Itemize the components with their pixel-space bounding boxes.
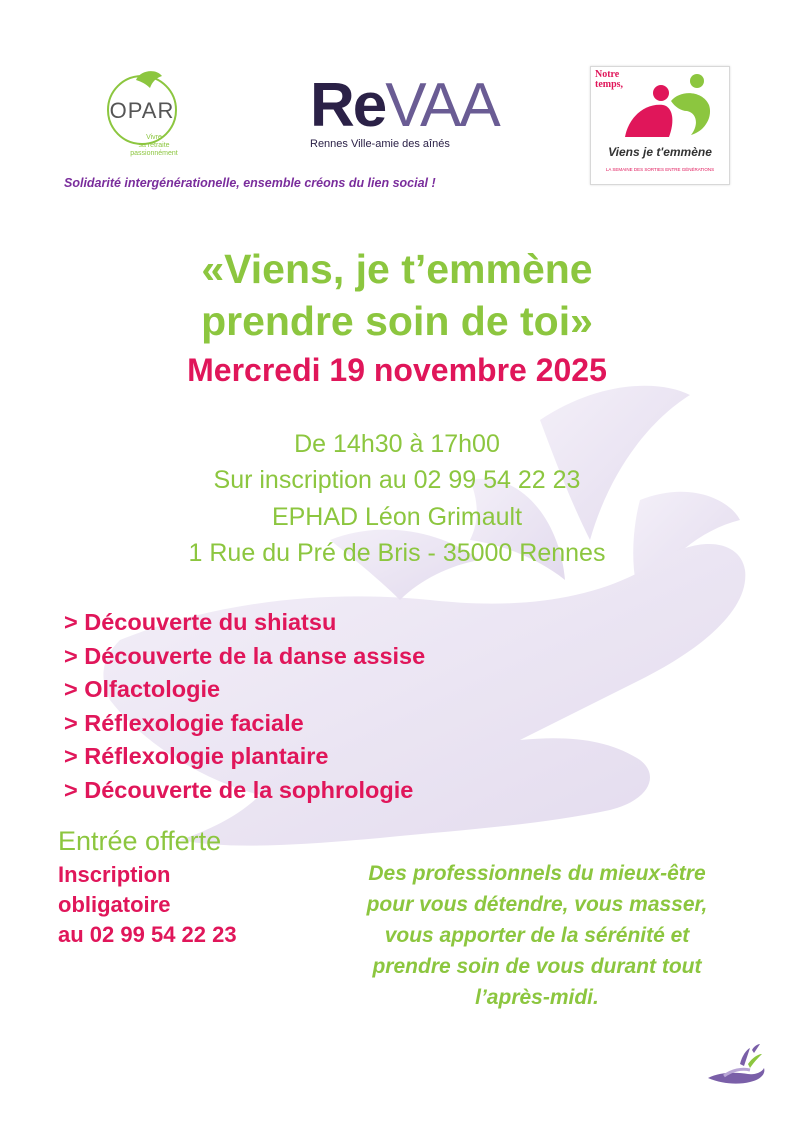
professionals-line-5: l’après-midi. xyxy=(475,986,599,1009)
opar-sub-3: passionnément xyxy=(130,150,178,157)
professionals-line-1: Des professionnels du mieux-être xyxy=(368,862,706,885)
info-address: 1 Rue du Pré de Bris - 35000 Rennes xyxy=(188,539,606,567)
revaa-logo xyxy=(300,68,499,160)
inscription-line-1: Inscription xyxy=(58,862,171,887)
inscription-line-3: au 02 99 54 22 23 xyxy=(58,922,237,947)
activity-item: > Réflexologie plantaire xyxy=(64,743,329,769)
activities-list xyxy=(64,606,425,807)
revaa-re: Re xyxy=(310,71,386,140)
figures-icon xyxy=(611,71,721,143)
activity-item: > Découverte de la sophrologie xyxy=(64,776,414,803)
info-venue: EPHAD Léon Grimault xyxy=(271,503,523,531)
inscription-block xyxy=(58,860,237,950)
professionals-line-4: prendre soin de vous durant tout xyxy=(372,955,702,978)
notre-temps-brand-1: Notre xyxy=(595,69,620,80)
revaa-vaa: VAA xyxy=(385,71,499,140)
event-date: Mercredi 19 novembre 2025 xyxy=(187,352,607,388)
professionals-line-3: vous apporter de la sérénité et xyxy=(384,924,690,947)
inscription-line-2: obligatoire xyxy=(58,892,171,917)
activity-item: > Réflexologie faciale xyxy=(64,709,304,736)
title-line-2: prendre soin de toi» xyxy=(201,298,593,344)
opar-logo xyxy=(96,70,188,164)
entry-free: Entrée offerte xyxy=(58,826,222,856)
professionals-line-2: pour vous détendre, vous masser, xyxy=(366,893,708,916)
notre-temps-brand-2: temps, xyxy=(595,79,624,90)
opar-name: OPAR xyxy=(109,98,175,123)
notre-temps-footer: LA SEMAINE DES SORTIES ENTRE GÉNÉRATIONS xyxy=(605,167,715,172)
activity-item: > Découverte de la danse assise xyxy=(64,642,426,669)
notre-temps-logo xyxy=(590,66,730,185)
tagline: Solidarité intergénérationelle, ensemble créons du lien social ! xyxy=(64,176,436,190)
revaa-subtitle: Rennes Ville-amie des aînés xyxy=(310,138,450,150)
info-hours: De 14h30 à 17h00 xyxy=(294,430,500,458)
activity-item: > Olfactologie xyxy=(64,676,221,702)
professionals-text xyxy=(312,858,762,1013)
hand-splash-icon xyxy=(706,1042,768,1088)
activity-item: > Découverte du shiatsu xyxy=(64,609,337,635)
notre-temps-slogan: Viens je t'emmène xyxy=(608,145,712,159)
info-registration: Sur inscription au 02 99 54 22 23 xyxy=(213,466,581,494)
opar-sub-2: sa retraite xyxy=(138,142,170,149)
title-line-1: «Viens, je t’emmène xyxy=(201,246,593,292)
opar-sub-1: Vivre xyxy=(146,134,162,141)
